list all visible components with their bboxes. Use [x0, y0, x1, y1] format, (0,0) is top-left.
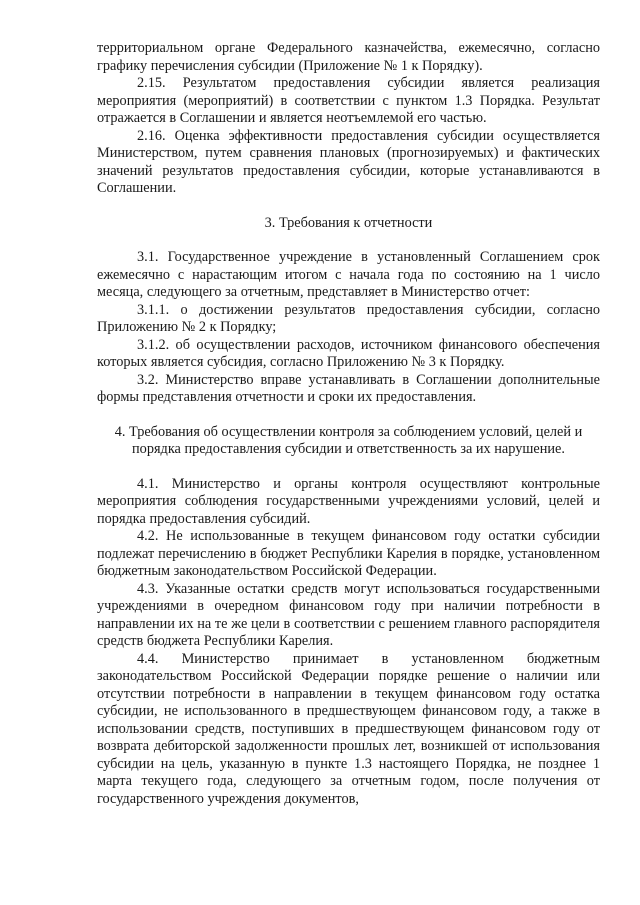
paragraph-3-1: 3.1. Государственное учреждение в установленный Соглашением срок ежемесячно с нарастающим итогом с начала года по состоянию на 1 число месяца, следующего за отчетным, представляет в Министерство отчет:: [97, 249, 600, 300]
paragraph-3-1-2: 3.1.2. об осуществлении расходов, источником финансового обеспечения которых является субсидия, согласно Приложению № 3 к Порядку.: [97, 336, 600, 370]
paragraph-2-16: 2.16. Оценка эффективности предоставления субсидии осуществляется Министерством, путем сравнения плановых (прогнозируемых) и фактических значений результатов предоставления субсидии, которые устанавливаются в Соглашении.: [97, 127, 600, 196]
paragraph-4-3: 4.3. Указанные остатки средств могут использоваться государственными учреждениями в очередном финансовом году при наличии потребности в направлении их на те же цели в соответствии с решением главного распорядителя средств бюджета Республики Карелия.: [97, 580, 600, 649]
paragraph-4-2: 4.2. Не использованные в текущем финансовом году остатки субсидии подлежат перечислению в бюджет Республики Карелия в порядке, установленном бюджетным законодательством Российской Федерации.: [97, 528, 600, 579]
section-4-heading: 4. Требования об осуществлении контроля за соблюдением условий, целей и порядка предоставления субсидии и ответственность за их нарушение.: [114, 423, 583, 457]
paragraph-3-1-1: 3.1.1. о достижении результатов предоставления субсидии, согласно Приложению № 2 к Порядку;: [97, 301, 600, 335]
section-3-heading: 3. Требования к отчетности: [264, 214, 433, 231]
paragraph-3-2: 3.2. Министерство вправе устанавливать в Соглашении дополнительные формы представления отчетности и сроки их предоставления.: [97, 371, 600, 405]
document-body: [97, 40, 600, 808]
paragraph-continuation: территориальном органе Федерального казначейства, ежемесячно, согласно графику перечисления субсидии (Приложение № 1 к Порядку).: [97, 40, 600, 74]
paragraph-2-15: 2.15. Результатом предоставления субсидии является реализация мероприятия (мероприятий) в соответствии с пунктом 1.3 Порядка. Результат отражается в Соглашении и является неотъемлемой его частью.: [97, 75, 600, 126]
paragraph-4-1: 4.1. Министерство и органы контроля осуществляют контрольные мероприятия соблюдения государственными учреждениями условий, целей и порядка предоставления субсидий.: [97, 475, 600, 527]
paragraph-4-4: 4.4. Министерство принимает в установленном бюджетным законодательством Российской Федерации порядке решение о наличии или отсутствии потребности в направлении в текущем финансовом году остатка субсидии, не использованного в предшествующем финансовом году, а также в использовании средств, поступивших в предшествующем финансовом году от возврата дебиторской задолженности прошлых лет, возникшей от использования субсидии на цель, указанную в пункте 1.3 настоящего Порядка, не позднее 1 марта текущего года, следующего за отчетным годом, после получения от государственного учреждения документов,: [97, 650, 600, 807]
